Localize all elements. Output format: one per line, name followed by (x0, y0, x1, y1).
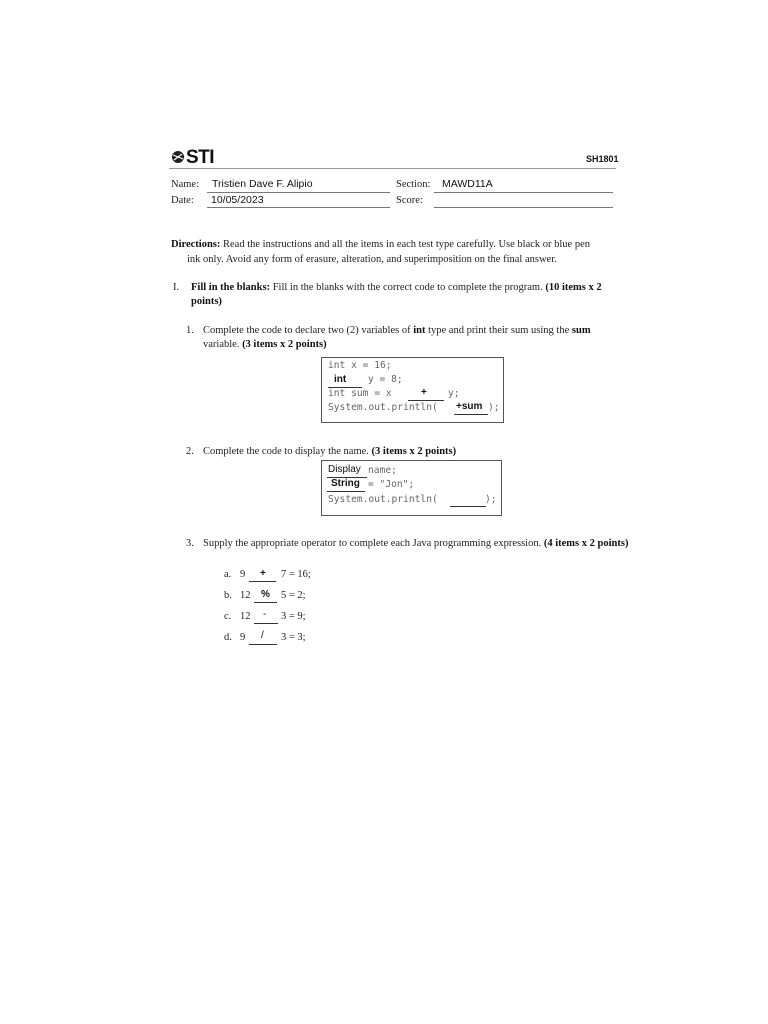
q1-code-box (321, 357, 504, 423)
q1-points: (3 items x 2 points) (242, 339, 327, 350)
section-label: Section: (396, 179, 431, 190)
q2-code-line-3a: System.out.println( (328, 494, 438, 505)
sti-emblem-icon (171, 150, 185, 164)
score-label: Score: (396, 195, 423, 206)
q1-code-line-4a: System.out.println( (328, 402, 438, 413)
q3-points: (4 items x 2 points) (543, 538, 629, 549)
date-label: Date: (171, 195, 194, 206)
date-field-line (207, 207, 390, 208)
q3-answer-a: + (260, 568, 266, 579)
q1-code-line-4b: ); (488, 402, 500, 413)
part1-instructions (191, 280, 631, 295)
q1-keyword-sum: sum (571, 325, 591, 336)
score-field-line (434, 207, 613, 208)
part1-points-2: points) (191, 296, 222, 307)
document-code: SH1801 (586, 154, 619, 164)
part1-text: Fill in the blanks with the correct code to complete the program. (272, 282, 543, 293)
q2-code-line-2: = "Jon"; (368, 479, 415, 490)
sti-logo (171, 147, 214, 169)
name-field-line (207, 192, 390, 193)
directions-line-1 (171, 237, 631, 252)
q3-blank-c (254, 623, 278, 624)
q1-code-line-3a: int sum = x (328, 388, 392, 399)
q1-blank-2 (408, 400, 444, 401)
part1-points-1: (10 items x 2 (545, 282, 602, 293)
q1-answer-1: int (334, 374, 347, 385)
q3-blank-b (254, 602, 277, 603)
q1-keyword-int: int (413, 325, 426, 336)
section-field-line (434, 192, 613, 193)
q1-code-line-2: y = 8; (368, 374, 403, 385)
q1-prompt: Complete the code to declare two (2) variables of int type and print their sum using the sum (203, 325, 591, 336)
q2-code-line-1: name; (368, 465, 397, 476)
q2-code-line-3b: ); (485, 494, 497, 505)
logo-text: STI (186, 147, 215, 168)
q1-blank-3 (454, 414, 488, 415)
q3-answer-c: - (263, 609, 267, 620)
q2-prompt: Complete the code to display the name. (3 items x 2 points) (203, 446, 457, 457)
part-number: I. (173, 282, 180, 293)
q3-answer-d: / (261, 630, 264, 641)
q3-answer-b: % (261, 589, 270, 600)
header-divider (169, 168, 616, 169)
q2-blank-3 (450, 506, 486, 507)
q1-code-line-1: int x = 16; (328, 360, 392, 371)
q1-answer-2: + (421, 387, 427, 398)
directions-text-1: Read the instructions and all the items in each test type carefully. Use black or blue pen (223, 239, 591, 250)
q3-blank-d (249, 644, 277, 645)
q3-blank-a (249, 581, 276, 582)
q1-prompt-line-2: variable. (3 items x 2 points) (203, 339, 327, 350)
directions-text-2: ink only. Avoid any form of erasure, alteration, and superimposition on the final answer. (187, 254, 557, 265)
q2-answer-2: String (331, 478, 360, 489)
q3-prompt: Supply the appropriate operator to complete each Java programming expression. (4 items x 2 points) (203, 538, 629, 549)
q2-code-box (321, 460, 502, 516)
q2-answer-1: Display (328, 464, 361, 475)
q2-number: 2. (186, 446, 194, 457)
name-value: Tristien Dave F. Alipio (212, 178, 313, 190)
name-label: Name: (171, 179, 199, 190)
part1-title: Fill in the blanks: (191, 282, 271, 293)
q1-answer-3: +sum (456, 401, 483, 412)
worksheet-page: STI SH1801 Name: Tristien Dave F. Alipio Section: MAWD11A Date: 10/05/2023 Score: Directions: Read the instructions and all the items in each test type carefully. Use black or blue pen ink only. Avoid any form of erasure, alteration, and superimposition on the final answer. I. Fill in the blanks: Fill in the blanks with the correct code to complete the program. (10 items x 2 points) 1. Complete the code to declare two (2) variables of int type and print their sum using the sum variable. (3 items x 2 points) int x = 16; int y = 8; int sum = x + y; System.out.println( +sum ); 2. Complete the code to display the name. (3 items x 2 points) Display name; String = "Jon"; System.out.println( ); 3. Supply the appropriate operator to complete each Java programming expression. (4 items x 2 points) a. 9 + 7 = 16; b. 12 % 5 = 2; c. 12 - 3 = 9; d. 9 / 3 = 3; (0, 0, 768, 1024)
q1-number: 1. (186, 325, 194, 336)
q1-code-line-3b: y; (448, 388, 460, 399)
directions-label: Directions: (171, 239, 221, 250)
section-value: MAWD11A (442, 178, 493, 190)
date-value: 10/05/2023 (211, 194, 264, 206)
q2-points: (3 items x 2 points) (371, 446, 457, 457)
q2-blank-2 (327, 491, 365, 492)
q3-number: 3. (186, 538, 194, 549)
